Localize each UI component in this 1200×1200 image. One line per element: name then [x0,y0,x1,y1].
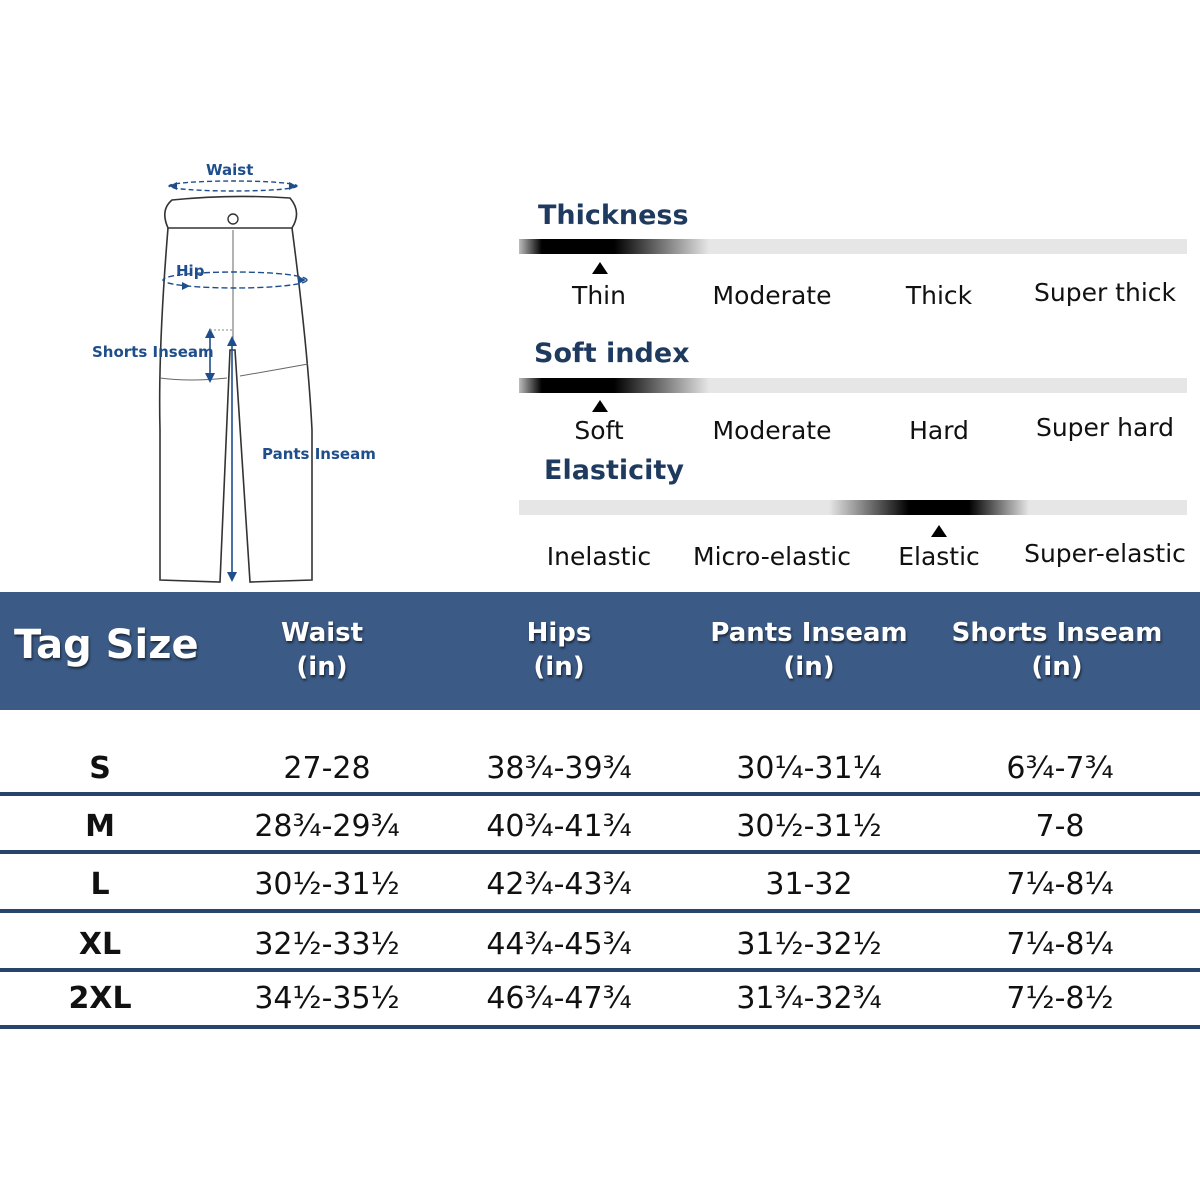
thickness-option-3: Thick [905,281,973,310]
size-cell: M [85,809,115,844]
elasticity-option-3: Elastic [898,542,980,571]
elasticity-option-2: Micro-elastic [693,542,851,571]
elasticity-scale-bar [519,500,1187,515]
waist-cell: 30½-31½ [254,867,400,902]
row-divider [0,1025,1200,1029]
shorts-inseam-label: Shorts Inseam [92,343,214,361]
pants-inseam-label: Pants Inseam [262,445,376,463]
thickness-title: Thickness [538,200,689,231]
waist-cell: 32½-33½ [254,927,400,962]
tag-size-header: Tag Size [14,622,199,668]
shorts-inseam-cell: 6¾-7¾ [1006,751,1114,786]
pants-inseam-cell: 31¾-32¾ [736,981,882,1016]
soft-index-selected-marker-icon [592,400,608,412]
waist-label: Waist [206,161,254,179]
pants-inseam-cell: 31½-32½ [736,927,882,962]
hips-cell: 46¾-47¾ [486,981,632,1016]
waist-cell: 28¾-29¾ [254,809,400,844]
size-cell: 2XL [68,981,132,1016]
pants-inseam-cell: 30¼-31¼ [736,751,882,786]
size-cell: XL [78,927,122,962]
thickness-option-4: Super thick [1033,278,1176,307]
hips-cell: 42¾-43¾ [486,867,632,902]
hips-cell: 44¾-45¾ [486,927,632,962]
pants-diagram [80,150,400,595]
size-cell: S [89,751,111,786]
thickness-option-2: Moderate [712,281,832,310]
thickness-selected-marker-icon [592,262,608,274]
column-header-waist: Waist (in) [280,618,364,682]
elasticity-option-1: Inelastic [546,542,652,571]
hips-cell: 40¾-41¾ [486,809,632,844]
pants-inseam-cell: 30½-31½ [736,809,882,844]
soft-index-option-3: Hard [909,416,969,445]
table-row [0,970,1200,1028]
soft-index-option-2: Moderate [712,416,832,445]
soft-index-title: Soft index [534,338,690,369]
shorts-inseam-cell: 7½-8½ [1006,981,1114,1016]
hip-label: Hip [176,262,205,280]
table-row [0,798,1200,856]
thickness-scale-bar [519,239,1187,254]
elasticity-selected-marker-icon [931,525,947,537]
row-divider [0,850,1200,854]
shorts-inseam-cell: 7-8 [1035,809,1085,844]
table-row [0,916,1200,974]
shorts-inseam-cell: 7¼-8¼ [1006,927,1114,962]
waist-cell: 27-28 [283,751,371,786]
elasticity-title: Elasticity [544,455,684,486]
elasticity-option-4: Super-elastic [1024,539,1186,568]
waist-cell: 34½-35½ [254,981,400,1016]
column-header-shorts-inseam: Shorts Inseam (in) [951,618,1163,682]
pants-outline-icon [80,150,400,595]
shorts-inseam-cell: 7¼-8¼ [1006,867,1114,902]
table-row [0,856,1200,914]
row-divider [0,792,1200,796]
size-cell: L [90,867,110,902]
soft-index-scale-bar [519,378,1187,393]
hips-cell: 38¾-39¾ [486,751,632,786]
thickness-option-1: Thin [572,281,626,310]
table-row [0,740,1200,798]
column-header-hips: Hips (in) [526,618,592,682]
pants-inseam-cell: 31-32 [765,867,853,902]
soft-index-option-4: Super hard [1035,413,1175,442]
soft-index-option-1: Soft [574,416,624,445]
column-header-pants-inseam: Pants Inseam (in) [710,618,908,682]
row-divider [0,909,1200,913]
